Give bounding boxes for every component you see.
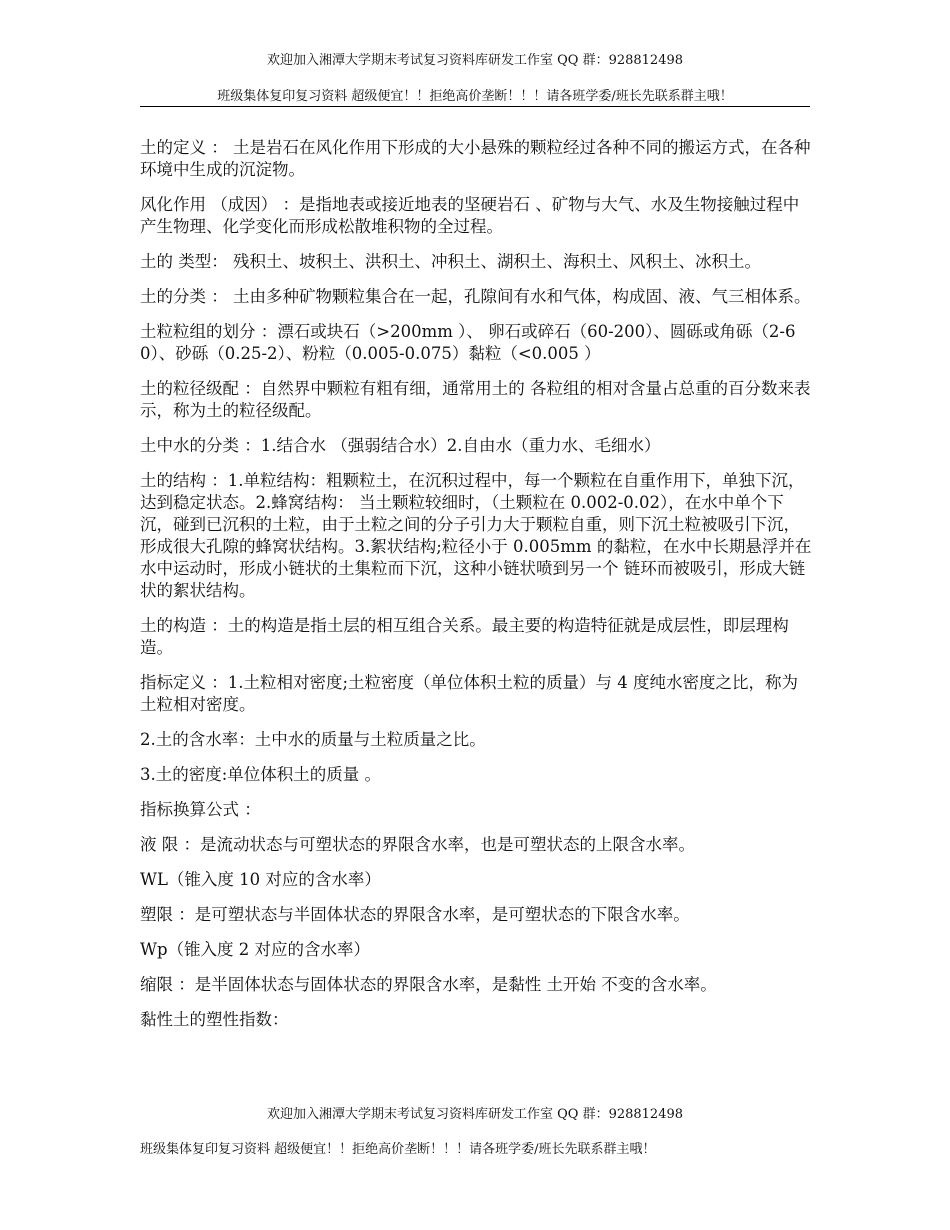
header-divider	[140, 106, 810, 107]
paragraph-plastic-limit: 塑限 ：是可塑状态与半固体状态的界限含水率，是可塑状态的下限含水率。	[140, 905, 690, 924]
paragraph-water-classification: 土中水的分类 ：1.结合水 （强弱结合水）2.自由水（重力水、毛细水）	[140, 436, 661, 455]
paragraph-grading: 土的粒径级配 ：自然界中颗粒有粗有细，通常用土的 各粒组的相对含量占总重的百分数来表示，称为土的粒径级配。	[140, 379, 811, 420]
paragraph-soil-types: 土的 类型： 残积土、坡积土、洪积土、冲积土、湖积土、海积土、风积土、冰积土。	[140, 252, 761, 271]
paragraph-shrinkage-limit: 缩限 ：是半固体状态与固体状态的界限含水率，是黏性 土开始 不变的含水率。	[140, 975, 717, 994]
paragraph-density: 3.土的密度:单位体积土的质量 。	[140, 765, 382, 784]
paragraph-liquid-limit: 液 限 ：是流动状态与可塑状态的界限含水率，也是可塑状态的上限含水率。	[140, 835, 695, 854]
paragraph-conversion-formula: 指标换算公式 ：	[140, 800, 261, 819]
paragraph-soil-classification: 土的分类 ： 土由多种矿物颗粒集合在一起，孔隙间有水和气体，构成固、液、气三相体系。	[140, 287, 811, 306]
page-header-line-2: 班级集体复印复习资料 超级便宜！！拒绝高价垄断！！！请各班学委/班长先联系群主哦！	[217, 89, 733, 104]
paragraph-soil-definition: 土的定义 ： 土是岩石在风化作用下形成的大小悬殊的颗粒经过各种不同的搬运方式，在各种环境中生成的沉淀物。	[140, 138, 811, 179]
paragraph-weathering: 风化作用 （成因） ：是指地表或接近地表的坚硬岩石 、矿物与大气、水及生物接触过程中产生物理、化学变化而形成松散堆积物的全过程。	[140, 195, 800, 236]
paragraph-wp: Wp（锥入度 2 对应的含水率）	[140, 940, 371, 959]
paragraph-plasticity-index: 黏性土的塑性指数：	[140, 1010, 289, 1029]
paragraph-water-content: 2.土的含水率：土中水的质量与土粒质量之比。	[140, 730, 486, 749]
paragraph-index-definition: 指标定义 ：1.土粒相对密度;土粒密度（单位体积土粒的质量）与 4 度纯水密度之比，称为土粒相对密度。	[140, 673, 799, 714]
page-header-line-1: 欢迎加入湘潭大学期末考试复习资料库研发工作室 QQ 群：928812498	[266, 53, 684, 68]
page-footer-line-2: 班级集体复印复习资料 超级便宜！！拒绝高价垄断！！！请各班学委/班长先联系群主哦！	[140, 1142, 656, 1157]
paragraph-wl: WL（锥入度 10 对应的含水率）	[140, 870, 381, 889]
paragraph-grain-groups: 土粒粒组的划分 ：漂石或块石（>200mm ）、 卵石或碎石（60-200）、圆砾或角砾（2-60）、砂砾（0.25-2）、粉粒（0.005-0.075）黏粒（<0.005 ）	[140, 322, 796, 363]
paragraph-soil-fabric: 土的构造 ：土的构造是指土层的相互组合关系。最主要的构造特征就是成层性，即层理构造。	[140, 616, 789, 657]
paragraph-soil-structure: 土的结构 ：1.单粒结构：粗颗粒土，在沉积过程中，每一个颗粒在自重作用下，单独下沉，达到稳定状态。2.蜂窝结构： 当土颗粒较细时，（土颗粒在 0.002-0.02），在水中单个下沉，碰到已沉积的土粒，由于土粒之间的分子引力大于颗粒自重，则下沉土粒被吸引下沉，形成很大孔隙的蜂窝状结构。3.絮状结构;粒径小于 0.005mm 的黏粒，在水中长期悬浮并在水中运动时，形成小链状的土集粒而下沉，这种小链状喷到另一个 链环而被吸引，形成大链状的絮状结构。	[140, 471, 812, 600]
document-body	[140, 137, 812, 1044]
page-footer-line-1: 欢迎加入湘潭大学期末考试复习资料库研发工作室 QQ 群：928812498	[266, 1107, 684, 1122]
